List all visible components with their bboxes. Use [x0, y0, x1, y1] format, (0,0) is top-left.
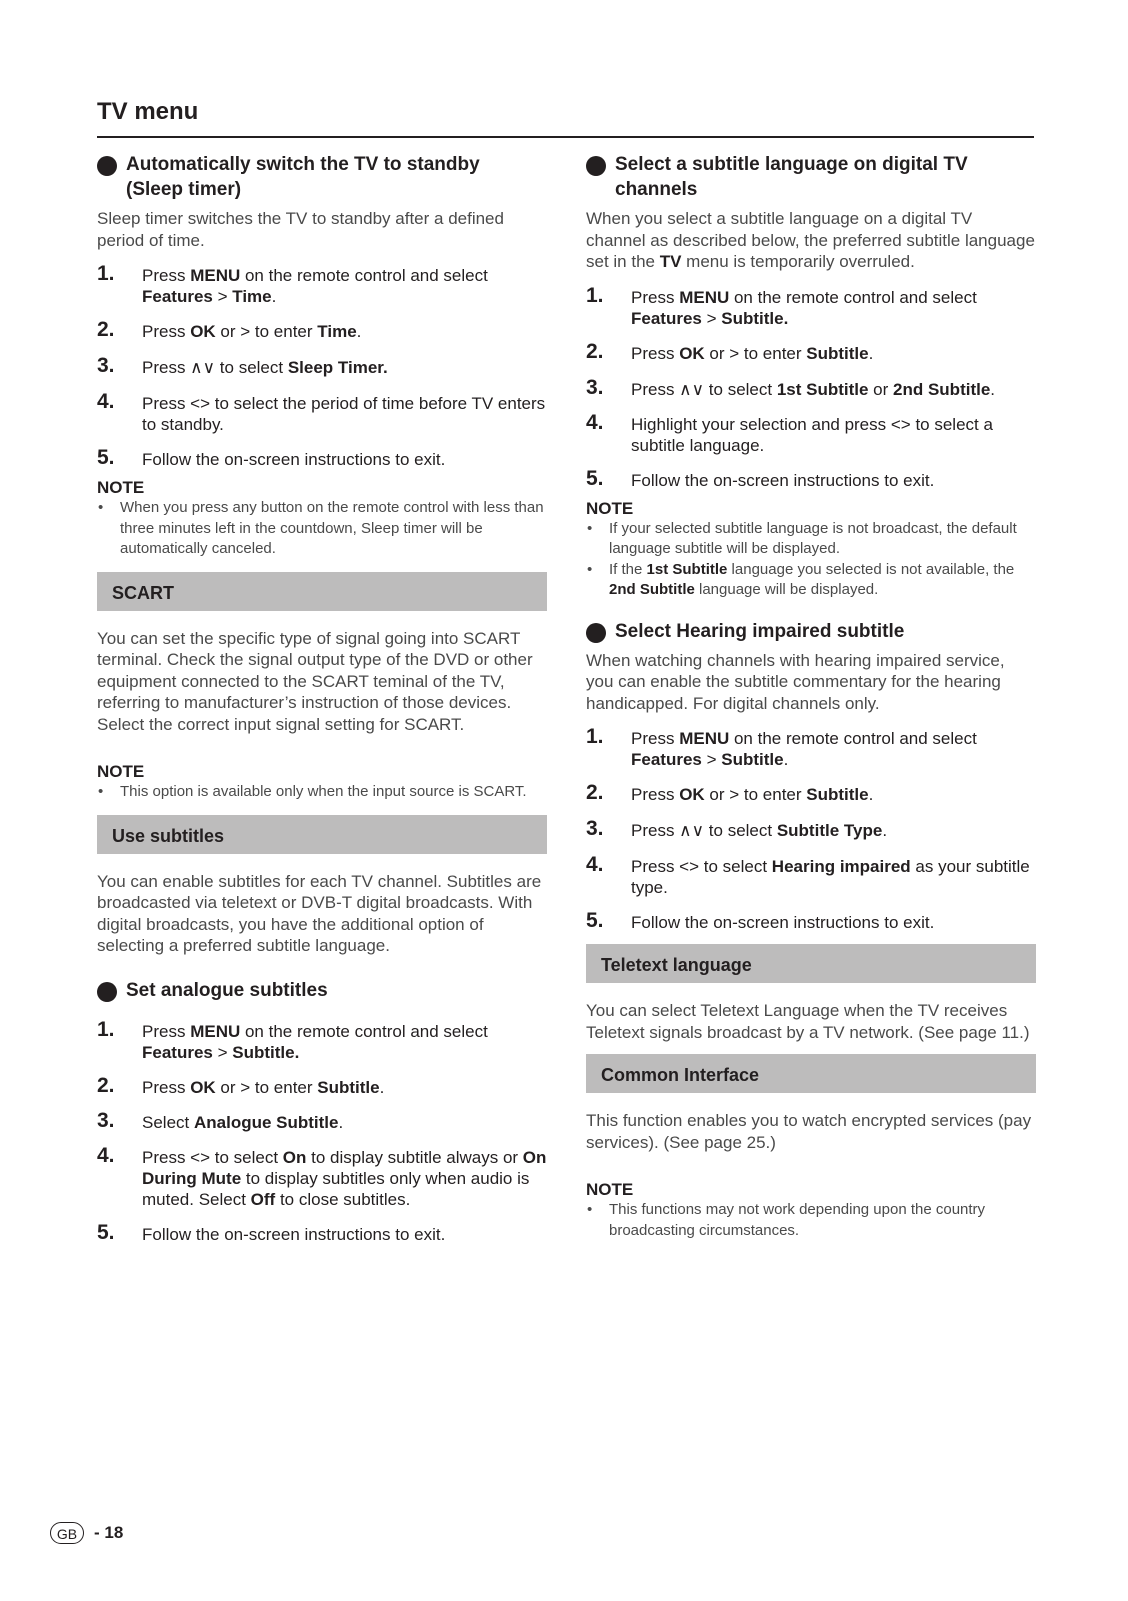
bullet-dot-icon: [97, 982, 117, 1002]
analogue-subtitles-heading: Set analogue subtitles: [97, 978, 547, 1003]
digital-steps: [586, 283, 1036, 491]
note-item: • If the 1st Subtitle language you selected is not available, the 2nd Subtitle language will be displayed.: [587, 560, 1015, 598]
sleep-timer-heading: Automatically switch the TV to standby (Sleep timer): [97, 152, 547, 202]
list-item: 1. Press MENU on the remote control and select Features > Subtitle.: [97, 1017, 488, 1062]
list-item: 3. Press ∧∨ to select Subtitle Type.: [586, 817, 888, 840]
sleep-note-label: NOTE: [97, 478, 145, 497]
list-item: 2. Press OK or > to enter Subtitle.: [97, 1073, 385, 1097]
list-item: 1. Press MENU on the remote control and select Features > Time.: [97, 262, 488, 306]
list-item: 3. Press ∧∨ to select 1st Subtitle or 2nd Subtitle.: [586, 375, 996, 399]
right-column: [586, 152, 1036, 1241]
hearing-impaired-heading: Select Hearing impaired subtitle: [586, 619, 1036, 644]
list-item: 4. Press <> to select Hearing impaired as your subtitle type.: [586, 853, 1030, 897]
bullet-dot-icon: [586, 156, 606, 176]
note-item: • This functions may not work depending upon the country broadcasting circumstances.: [587, 1201, 986, 1239]
list-item: 2. Press OK or > to enter Time.: [97, 318, 362, 341]
bullet-dot-icon: [97, 156, 117, 176]
use-subtitles-text: You can enable subtitles for each TV channel. Subtitles are broadcasted via teletext or DVB-T digital broadcasts. With digital broadcasts, you have the additional option of selecting a preferred subtitle language.: [97, 871, 542, 955]
list-item: 1. Press MENU on the remote control and select Features > Subtitle.: [586, 283, 977, 328]
note-item: • When you press any button on the remote control with less than three minutes left in the countdown, Sleep timer will be automatically canceled.: [98, 499, 544, 557]
region-badge: GB: [50, 1522, 84, 1544]
scart-bar: SCART: [97, 572, 547, 611]
left-column: [97, 152, 547, 1245]
bullet-dot-icon: [586, 623, 606, 643]
list-item: 4. Highlight your selection and press <> to select a subtitle language.: [586, 410, 993, 455]
page-number: - 18: [94, 1523, 124, 1542]
list-item: 2. Press OK or > to enter Subtitle.: [586, 781, 874, 804]
teletext-language-text: You can select Teletext Language when the TV receives Teletext signals broadcast by a TV network. (See page 11.): [586, 1001, 1030, 1042]
common-interface-bar: Common Interface: [586, 1054, 1036, 1093]
page-title: TV menu: [97, 98, 199, 125]
list-item: 2. Press OK or > to enter Subtitle.: [586, 339, 874, 363]
use-subtitles-bar: Use subtitles: [97, 815, 547, 854]
list-item: 3. Select Analogue Subtitle.: [97, 1108, 344, 1132]
page-footer: [50, 1521, 123, 1545]
hearing-steps: [586, 725, 1036, 933]
list-item: 4. Press <> to select On to display subtitle always or On During Mute to display subtitles only when audio is muted. Select Off to close subtitles.: [97, 1143, 547, 1209]
list-item: 1. Press MENU on the remote control and select Features > Subtitle.: [586, 725, 977, 769]
ci-note-label: NOTE: [586, 1180, 634, 1199]
hearing-impaired-intro: When watching channels with hearing impaired service, you can enable the subtitle commentary for the hearing handicapped. For digital channels only.: [586, 650, 1005, 713]
list-item: 3. Press ∧∨ to select Sleep Timer.: [97, 354, 388, 377]
scart-note-label: NOTE: [97, 762, 145, 781]
teletext-language-bar: Teletext language: [586, 944, 1036, 983]
analogue-steps: [97, 1017, 547, 1245]
digital-subtitle-intro: When you select a subtitle language on a digital TV channel as described below, the preferred subtitle language set in the TV menu is temporarily overruled.: [586, 209, 1035, 271]
list-item: 4. Press <> to select the period of time before TV enters to standby.: [97, 390, 546, 434]
list-item: 5. Follow the on-screen instructions to exit.: [97, 446, 446, 469]
sleep-timer-steps: [97, 262, 547, 470]
sleep-timer-intro: Sleep timer switches the TV to standby after a defined period of time.: [97, 209, 504, 250]
title-rule: [97, 136, 1034, 138]
list-item: 5. Follow the on-screen instructions to exit.: [586, 909, 935, 932]
list-item: 5. Follow the on-screen instructions to exit.: [586, 466, 935, 490]
note-item: • This option is available only when the input source is SCART.: [98, 783, 527, 800]
digital-note-label: NOTE: [586, 498, 634, 518]
scart-text: You can set the specific type of signal going into SCART terminal. Check the signal output type of the DVD or other equipment connected to the SCART teminal of the TV, referring to manufacturer’s instruction of those devices. Select the correct input signal setting for SCART.: [97, 628, 533, 734]
list-item: 5. Follow the on-screen instructions to exit.: [97, 1220, 446, 1244]
note-item: • If your selected subtitle language is not broadcast, the default language subtitle will be displayed.: [587, 519, 1017, 557]
digital-subtitle-heading: Select a subtitle language on digital TV channels: [586, 152, 1036, 202]
common-interface-text: This function enables you to watch encrypted services (pay services). (See page 25.): [586, 1111, 1032, 1152]
